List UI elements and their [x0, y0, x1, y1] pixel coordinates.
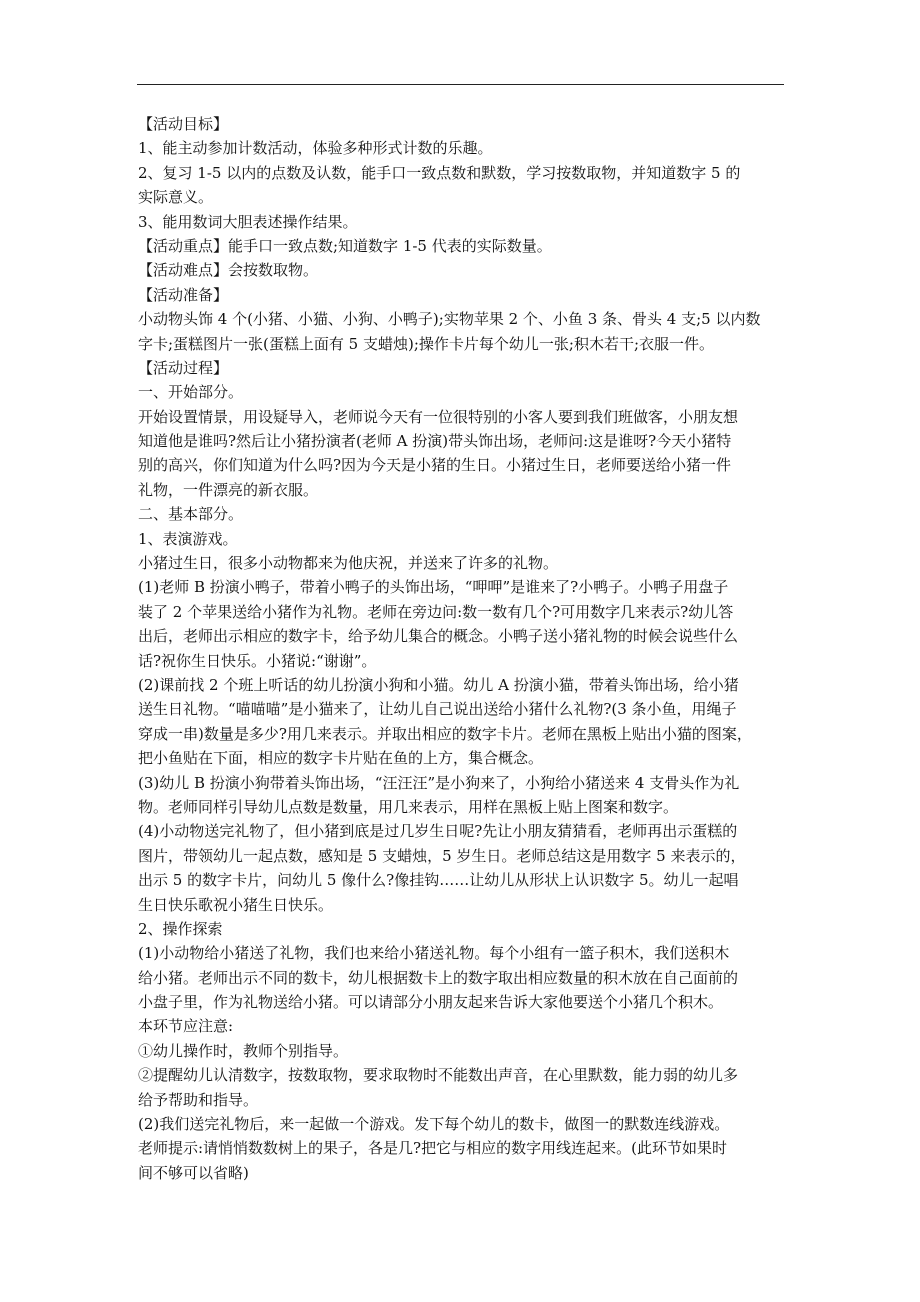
text-line: (1)老师 B 扮演小鸭子，带着小鸭子的头饰出场，“呷呷”是谁来了?小鸭子。小鸭子用盘子 — [138, 578, 729, 597]
text-line: 开始设置情景，用设疑导入，老师说今天有一位很特别的小客人要到我们班做客，小朋友想 — [138, 407, 739, 426]
text-line: (1)小动物给小猪送了礼物，我们也来给小猪送礼物。每个小组有一篮子积木，我们送积木 — [138, 944, 730, 963]
text-line: 小盘子里，作为礼物送给小猪。可以请部分小朋友起来告诉大家他要送个小猪几个积木。 — [138, 993, 724, 1012]
section-heading-preparation: 【活动准备】 — [138, 285, 229, 304]
text-line: 别的高兴，你们知道为什么吗?因为今天是小猪的生日。小猪过生日，老师要送给小猪一件 — [138, 456, 732, 475]
subsection-heading-basic: 二、基本部分。 — [138, 505, 244, 524]
document-body — [138, 112, 788, 1185]
text-line: 老师提示:请悄悄数数树上的果子，各是几?把它与相应的数字用线连起来。(此环节如果时 — [138, 1139, 727, 1158]
section-heading-difficulty: 【活动难点】会按数取物。 — [138, 261, 319, 280]
text-line: 把小鱼贴在下面，相应的数字卡片贴在鱼的上方，集合概念。 — [138, 749, 544, 768]
text-line: 给小猪。老师出示不同的数卡，幼儿根据数卡上的数字取出相应数量的积木放在自己面前的 — [138, 968, 739, 987]
text-line: 小动物头饰 4 个(小猪、小猫、小狗、小鸭子);实物苹果 2 个、小鱼 3 条、骨头 4 支;5 以内数 — [138, 310, 761, 329]
text-line: (2)课前找 2 个班上听话的幼儿扮演小狗和小猫。幼儿 A 扮演小猫，带着头饰出场，给小猪 — [138, 675, 739, 694]
text-line: 出后，老师出示相应的数字卡，给予幼儿集合的概念。小鸭子送小猪礼物的时候会说些什么 — [138, 627, 739, 646]
header-rule — [137, 84, 784, 85]
text-line: (3)幼儿 B 扮演小狗带着头饰出场，“汪汪汪”是小狗来了，小狗给小猪送来 4 支骨头作为礼 — [138, 773, 740, 792]
text-line: 礼物，一件漂亮的新衣服。 — [138, 480, 319, 499]
text-line: ①幼儿操作时，教师个别指导。 — [138, 1041, 349, 1060]
subsection-heading-start: 一、开始部分。 — [138, 383, 244, 402]
text-line: 穿成一串)数量是多少?用几来表示。并取出相应的数字卡片。老师在黑板上贴出小猫的图案， — [138, 724, 752, 743]
text-line: 小猪过生日，很多小动物都来为他庆祝，并送来了许多的礼物。 — [138, 554, 559, 573]
text-line: 装了 2 个苹果送给小猪作为礼物。老师在旁边问:数一数有几个?可用数字几来表示?幼儿答 — [138, 602, 734, 621]
subsection-heading-operation: 2、操作探索 — [138, 919, 223, 938]
subsection-heading-performance: 1、表演游戏。 — [138, 529, 238, 548]
text-line: 物。老师同样引导幼儿点数是数量，用几来表示，用样在黑板上贴上图案和数字。 — [138, 797, 679, 816]
section-heading-process: 【活动过程】 — [138, 358, 229, 377]
text-line: 2、复习 1-5 以内的点数及认数，能手口一致点数和默数，学习按数取物，并知道数字 5 的 — [138, 163, 741, 182]
text-line: 实际意义。 — [138, 188, 214, 207]
text-line: 字卡;蛋糕图片一张(蛋糕上面有 5 支蜡烛);操作卡片每个幼儿一张;积木若干;衣服一件。 — [138, 334, 715, 353]
text-line: 间不够可以省略) — [138, 1163, 249, 1182]
text-line: 生日快乐歌祝小猪生日快乐。 — [138, 895, 334, 914]
text-line: 图片，带领幼儿一起点数，感知是 5 支蜡烛，5 岁生日。老师总结这是用数字 5 来表示的， — [138, 846, 746, 865]
text-line: 给予帮助和指导。 — [138, 1090, 259, 1109]
text-line: (4)小动物送完礼物了，但小猪到底是过几岁生日呢?先让小朋友猜猜看，老师再出示蛋糕的 — [138, 822, 738, 841]
section-heading-goals: 【活动目标】 — [138, 115, 229, 133]
text-line: 送生日礼物。“喵喵喵”是小猫来了，让幼儿自己说出送给小猪什么礼物?(3 条小鱼，用绳子 — [138, 700, 737, 719]
section-heading-focus: 【活动重点】能手口一致点数;知道数字 1-5 代表的实际数量。 — [138, 236, 552, 255]
text-line: (2)我们送完礼物后，来一起做一个游戏。发下每个幼儿的数卡，做图一的默数连线游戏。 — [138, 1115, 730, 1134]
text-line: 本环节应注意: — [138, 1017, 234, 1036]
text-line: 出示 5 的数字卡片，问幼儿 5 像什么?像挂钩……让幼儿从形状上认识数字 5。幼儿一起唱 — [138, 871, 739, 890]
text-line: 话?祝你生日快乐。小猪说:“谢谢”。 — [138, 651, 377, 670]
text-line: ②提醒幼儿认清数字，按数取物，要求取物时不能数出声音，在心里默数，能力弱的幼儿多 — [138, 1066, 739, 1085]
text-line: 3、能用数词大胆表述操作结果。 — [138, 212, 358, 231]
text-line: 1、能主动参加计数活动，体验多种形式计数的乐趣。 — [138, 139, 493, 158]
text-line: 知道他是谁吗?然后让小猪扮演者(老师 A 扮演)带头饰出场，老师问:这是谁呀?今天小猪特 — [138, 432, 732, 451]
